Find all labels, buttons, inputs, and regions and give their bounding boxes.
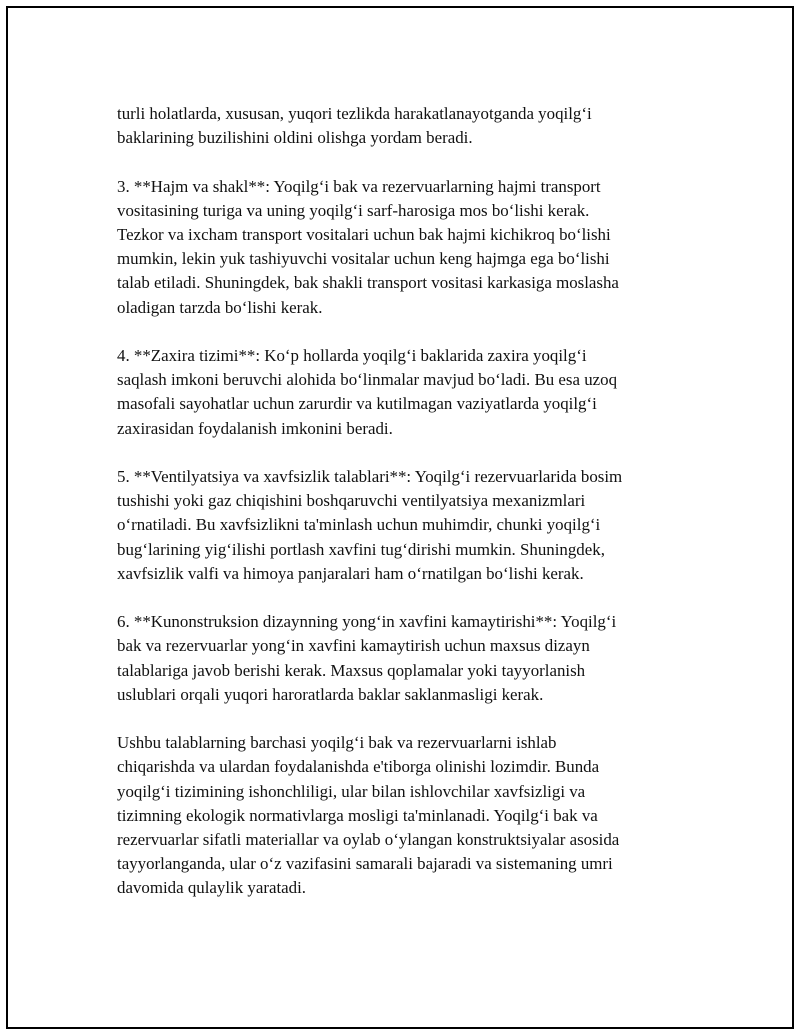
- document-body: [117, 102, 677, 925]
- text-line: yoqilg‘i tizimining ishonchliligi, ular bilan ishlovchilar xavfsizligi va: [117, 781, 586, 801]
- paragraph-ventilyatsiya: [117, 465, 677, 586]
- text-line: Tezkor va ixcham transport vositalari uchun bak hajmi kichikroq bo‘lishi: [117, 225, 611, 244]
- paragraph-yongin-xavfi: [117, 610, 677, 707]
- text-line: bug‘larining yig‘ilishi portlash xavfini tug‘dirishi mumkin. Shuningdek,: [117, 539, 605, 559]
- paragraph-hajm-va-shakl: [117, 175, 677, 320]
- paragraph-continuation: [117, 102, 677, 150]
- text-line: uslublari orqali yuqori haroratlarda baklar saklanmasligi kerak.: [117, 684, 544, 704]
- text-line: xavfsizlik valfi va himoya panjaralari ham o‘rnatilgan bo‘lishi kerak.: [117, 563, 584, 583]
- text-line: 3. **Hajm va shakl**: Yoqilg‘i bak va rezervuarlarning hajmi transport: [117, 176, 601, 196]
- text-line: rezervuarlar sifatli materiallar va oylab o‘ylangan konstruktsiyalar asosida: [117, 830, 620, 850]
- text-line: o‘rnatiladi. Bu xavfsizlikni ta'minlash uchun muhimdir, chunki yoqilg‘i: [117, 515, 601, 535]
- text-line: talablariga javob berishi kerak. Maxsus qoplamalar yoki tayyorlanish: [117, 660, 586, 680]
- text-line: saqlash imkoni beruvchi alohida bo‘linmalar mavjud bo‘ladi. Bu esa uzoq: [117, 370, 618, 390]
- text-line: chiqarishda va ulardan foydalanishda e'tiborga olinishi lozimdir. Bunda: [117, 757, 600, 777]
- text-line: tushishi yoki gaz chiqishini boshqaruvchi ventilyatsiya mexanizmlari: [117, 491, 586, 511]
- text-line: Ushbu talablarning barchasi yoqilg‘i bak va rezervuarlarni ishlab: [117, 733, 557, 753]
- text-line: oladigan tarzda bo‘lishi kerak.: [117, 297, 323, 317]
- text-line: bak va rezervuarlar yong‘in xavfini kamaytirish uchun maxsus dizayn: [117, 636, 590, 656]
- paragraph-conclusion: [117, 731, 677, 900]
- text-line: masofali sayohatlar uchun zarurdir va kutilmagan vaziyatlarda yoqilg‘i: [117, 394, 597, 414]
- text-line: 6. **Kunonstruksion dizaynning yong‘in xavfini kamaytirishi**: Yoqilg‘i: [117, 612, 617, 632]
- text-line: talab etiladi. Shuningdek, bak shakli transport vositasi karkasiga moslasha: [117, 273, 619, 293]
- text-line: tizimning ekologik normativlarga mosligi ta'minlanadi. Yoqilg‘i bak va: [117, 805, 598, 825]
- text-line: turli holatlarda, xususan, yuqori tezlikda harakatlanayotganda yoqilg‘i: [117, 104, 592, 123]
- text-line: 4. **Zaxira tizimi**: Ko‘p hollarda yoqilg‘i baklarida zaxira yoqilg‘i: [117, 346, 587, 365]
- text-line: mumkin, lekin yuk tashiyuvchi vositalar uchun keng hajmga ega bo‘lishi: [117, 249, 610, 269]
- text-line: tayyorlanganda, ular o‘z vazifasini samarali bajaradi va sistemaning umri: [117, 854, 613, 874]
- text-line: baklarining buzilishini oldini olishga yordam beradi.: [117, 128, 473, 148]
- paragraph-zaxira-tizimi: [117, 344, 677, 441]
- text-line: zaxirasidan foydalanish imkonini beradi.: [117, 418, 393, 438]
- text-line: davomida qulaylik yaratadi.: [117, 878, 307, 898]
- text-line: 5. **Ventilyatsiya va xavfsizlik talablari**: Yoqilg‘i rezervuarlarida bosim: [117, 467, 623, 486]
- text-line: vositasining turiga va uning yoqilg‘i sarf-harosiga mos bo‘lishi kerak.: [117, 200, 590, 220]
